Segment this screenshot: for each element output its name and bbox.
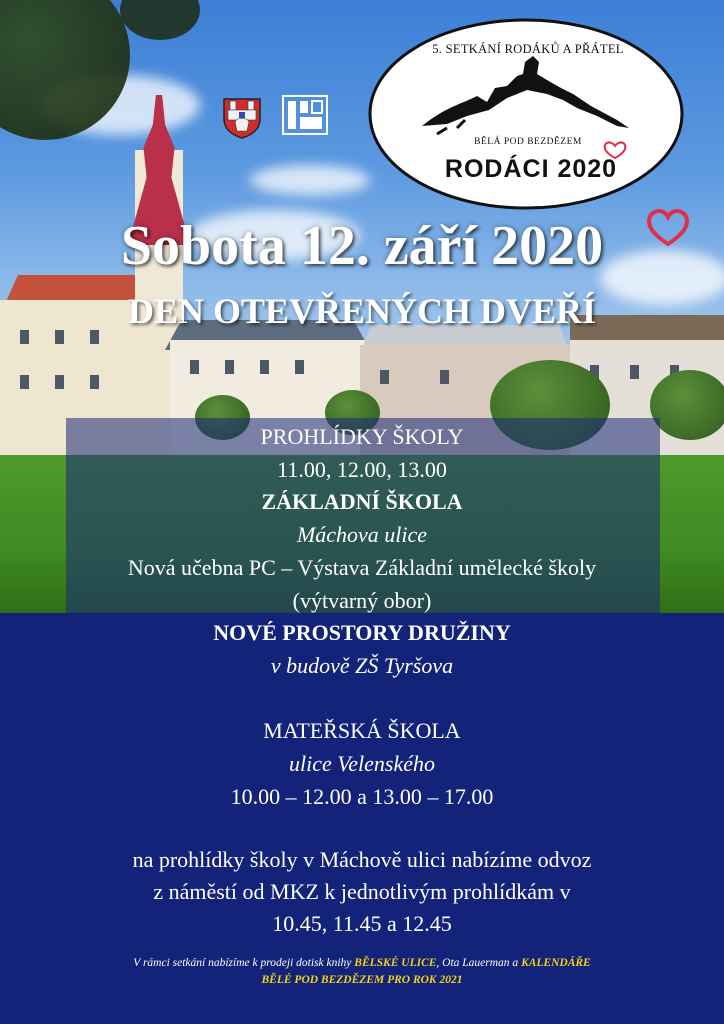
event-date-title: Sobota 12. září 2020	[120, 215, 604, 277]
emblem-main-text: RODÁCI 2020	[444, 155, 618, 183]
footer-calendar-title: BĚLÉ POD BEZDĚZEM PRO ROK 2021	[261, 974, 463, 986]
footer-text: , Ota Lauerman a	[436, 957, 522, 969]
kindergarten-times: 10.00 – 12.00 a 13.00 – 17.00	[230, 784, 494, 809]
kindergarten-title: MATEŘSKÁ ŠKOLA	[263, 718, 461, 743]
window	[380, 370, 389, 384]
transport-info: na prohlídky školy v Máchově ulici nabízíme odvoz	[132, 847, 592, 872]
footer-calendar: KALENDÁŘE	[521, 957, 591, 969]
school-street: Máchova ulice	[296, 522, 428, 547]
footer-note	[0, 957, 724, 969]
tours-title: PROHLÍDKY ŠKOLY	[260, 424, 464, 449]
town-logo-icon	[282, 95, 328, 135]
window	[225, 360, 234, 374]
school-name: ZÁKLADNÍ ŠKOLA	[261, 489, 463, 514]
window	[55, 375, 64, 389]
window	[190, 360, 199, 374]
transport-times: 10.45, 11.45 a 12.45	[272, 911, 452, 936]
window	[20, 375, 29, 389]
emblem-top-text: 5. SETKÁNÍ RODÁKŮ A PŘÁTEL	[432, 42, 624, 56]
window	[90, 375, 99, 389]
window	[90, 330, 99, 344]
school-note: Nová učebna PC – Výstava Základní umělecké školy	[127, 555, 597, 580]
window	[630, 365, 639, 379]
window	[260, 360, 269, 374]
school-note-detail: (výtvarný obor)	[292, 588, 432, 613]
footer-note-line2	[0, 974, 724, 986]
open-day-title: DEN OTEVŘENÝCH DVEŘÍ	[127, 291, 597, 331]
town-crest-icon	[222, 95, 262, 139]
club-place: v budově ZŠ Tyršova	[270, 653, 454, 678]
window	[55, 330, 64, 344]
cloud	[250, 165, 370, 195]
transport-info: z náměstí od MKZ k jednotlivým prohlídkám v	[153, 879, 571, 904]
window	[440, 370, 449, 384]
kindergarten-street: ulice Velenského	[289, 751, 435, 776]
heart-icon	[646, 208, 690, 248]
window	[295, 360, 304, 374]
footer-book-title: BĚLSKÉ ULICE	[354, 957, 437, 969]
tours-times: 11.00, 12.00, 13.00	[277, 457, 447, 482]
club-title: NOVÉ PROSTORY DRUŽINY	[213, 620, 511, 645]
footer-text: V rámci setkání nabízíme k prodeji dotisk knihy	[133, 957, 355, 969]
window	[20, 330, 29, 344]
emblem-town-name: BĚLÁ POD BEZDĚZEM	[474, 137, 582, 147]
